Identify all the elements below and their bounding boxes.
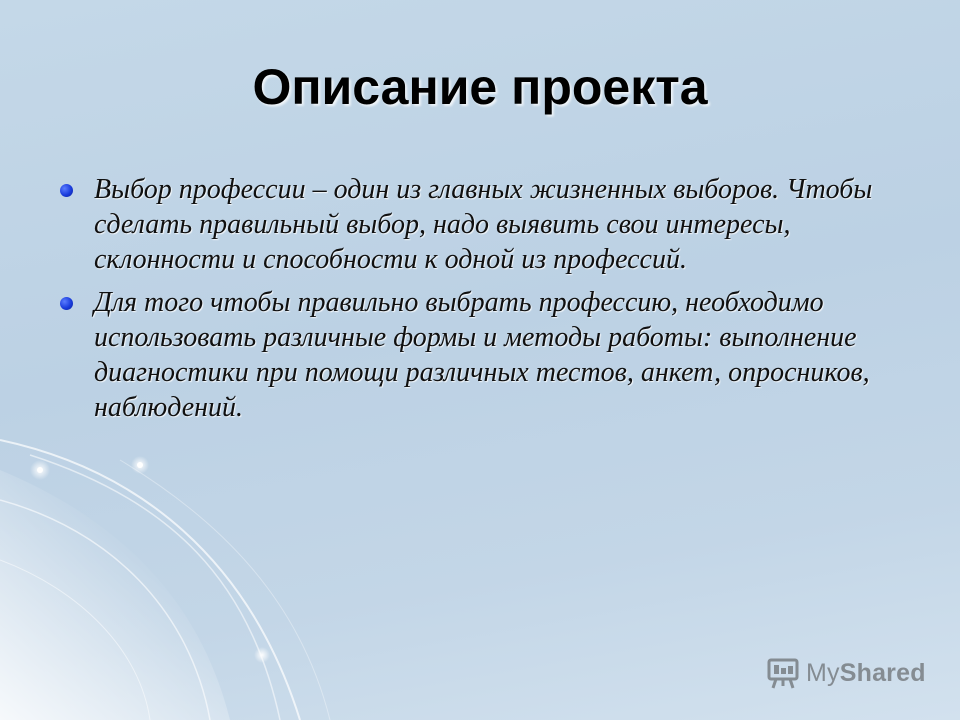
bullet-dot-icon xyxy=(60,297,73,310)
slide-title: Описание проекта xyxy=(252,59,708,115)
mysharead-watermark xyxy=(766,656,926,690)
watermark-text xyxy=(806,659,926,688)
bullet-text: Выбор профессии – один из главных жизненных выборов. Чтобы сделать правильный выбор, надо выявить свои интересы, склонности и способности к одной из профессий. xyxy=(94,174,873,275)
bullet-item xyxy=(58,285,908,425)
watermark-text-bold: Shared xyxy=(839,658,926,687)
bullet-list xyxy=(58,172,908,433)
presentation-board-icon xyxy=(766,656,800,690)
bullet-dot-icon xyxy=(60,184,73,197)
watermark-text-light: My xyxy=(806,658,840,687)
bullet-text: Для того чтобы правильно выбрать профессию, необходимо использовать различные формы и методы работы: выполнение диагностики при помощи различных тестов, анкет, опросников, наблюдений. xyxy=(94,287,870,423)
bullet-item xyxy=(58,172,908,277)
